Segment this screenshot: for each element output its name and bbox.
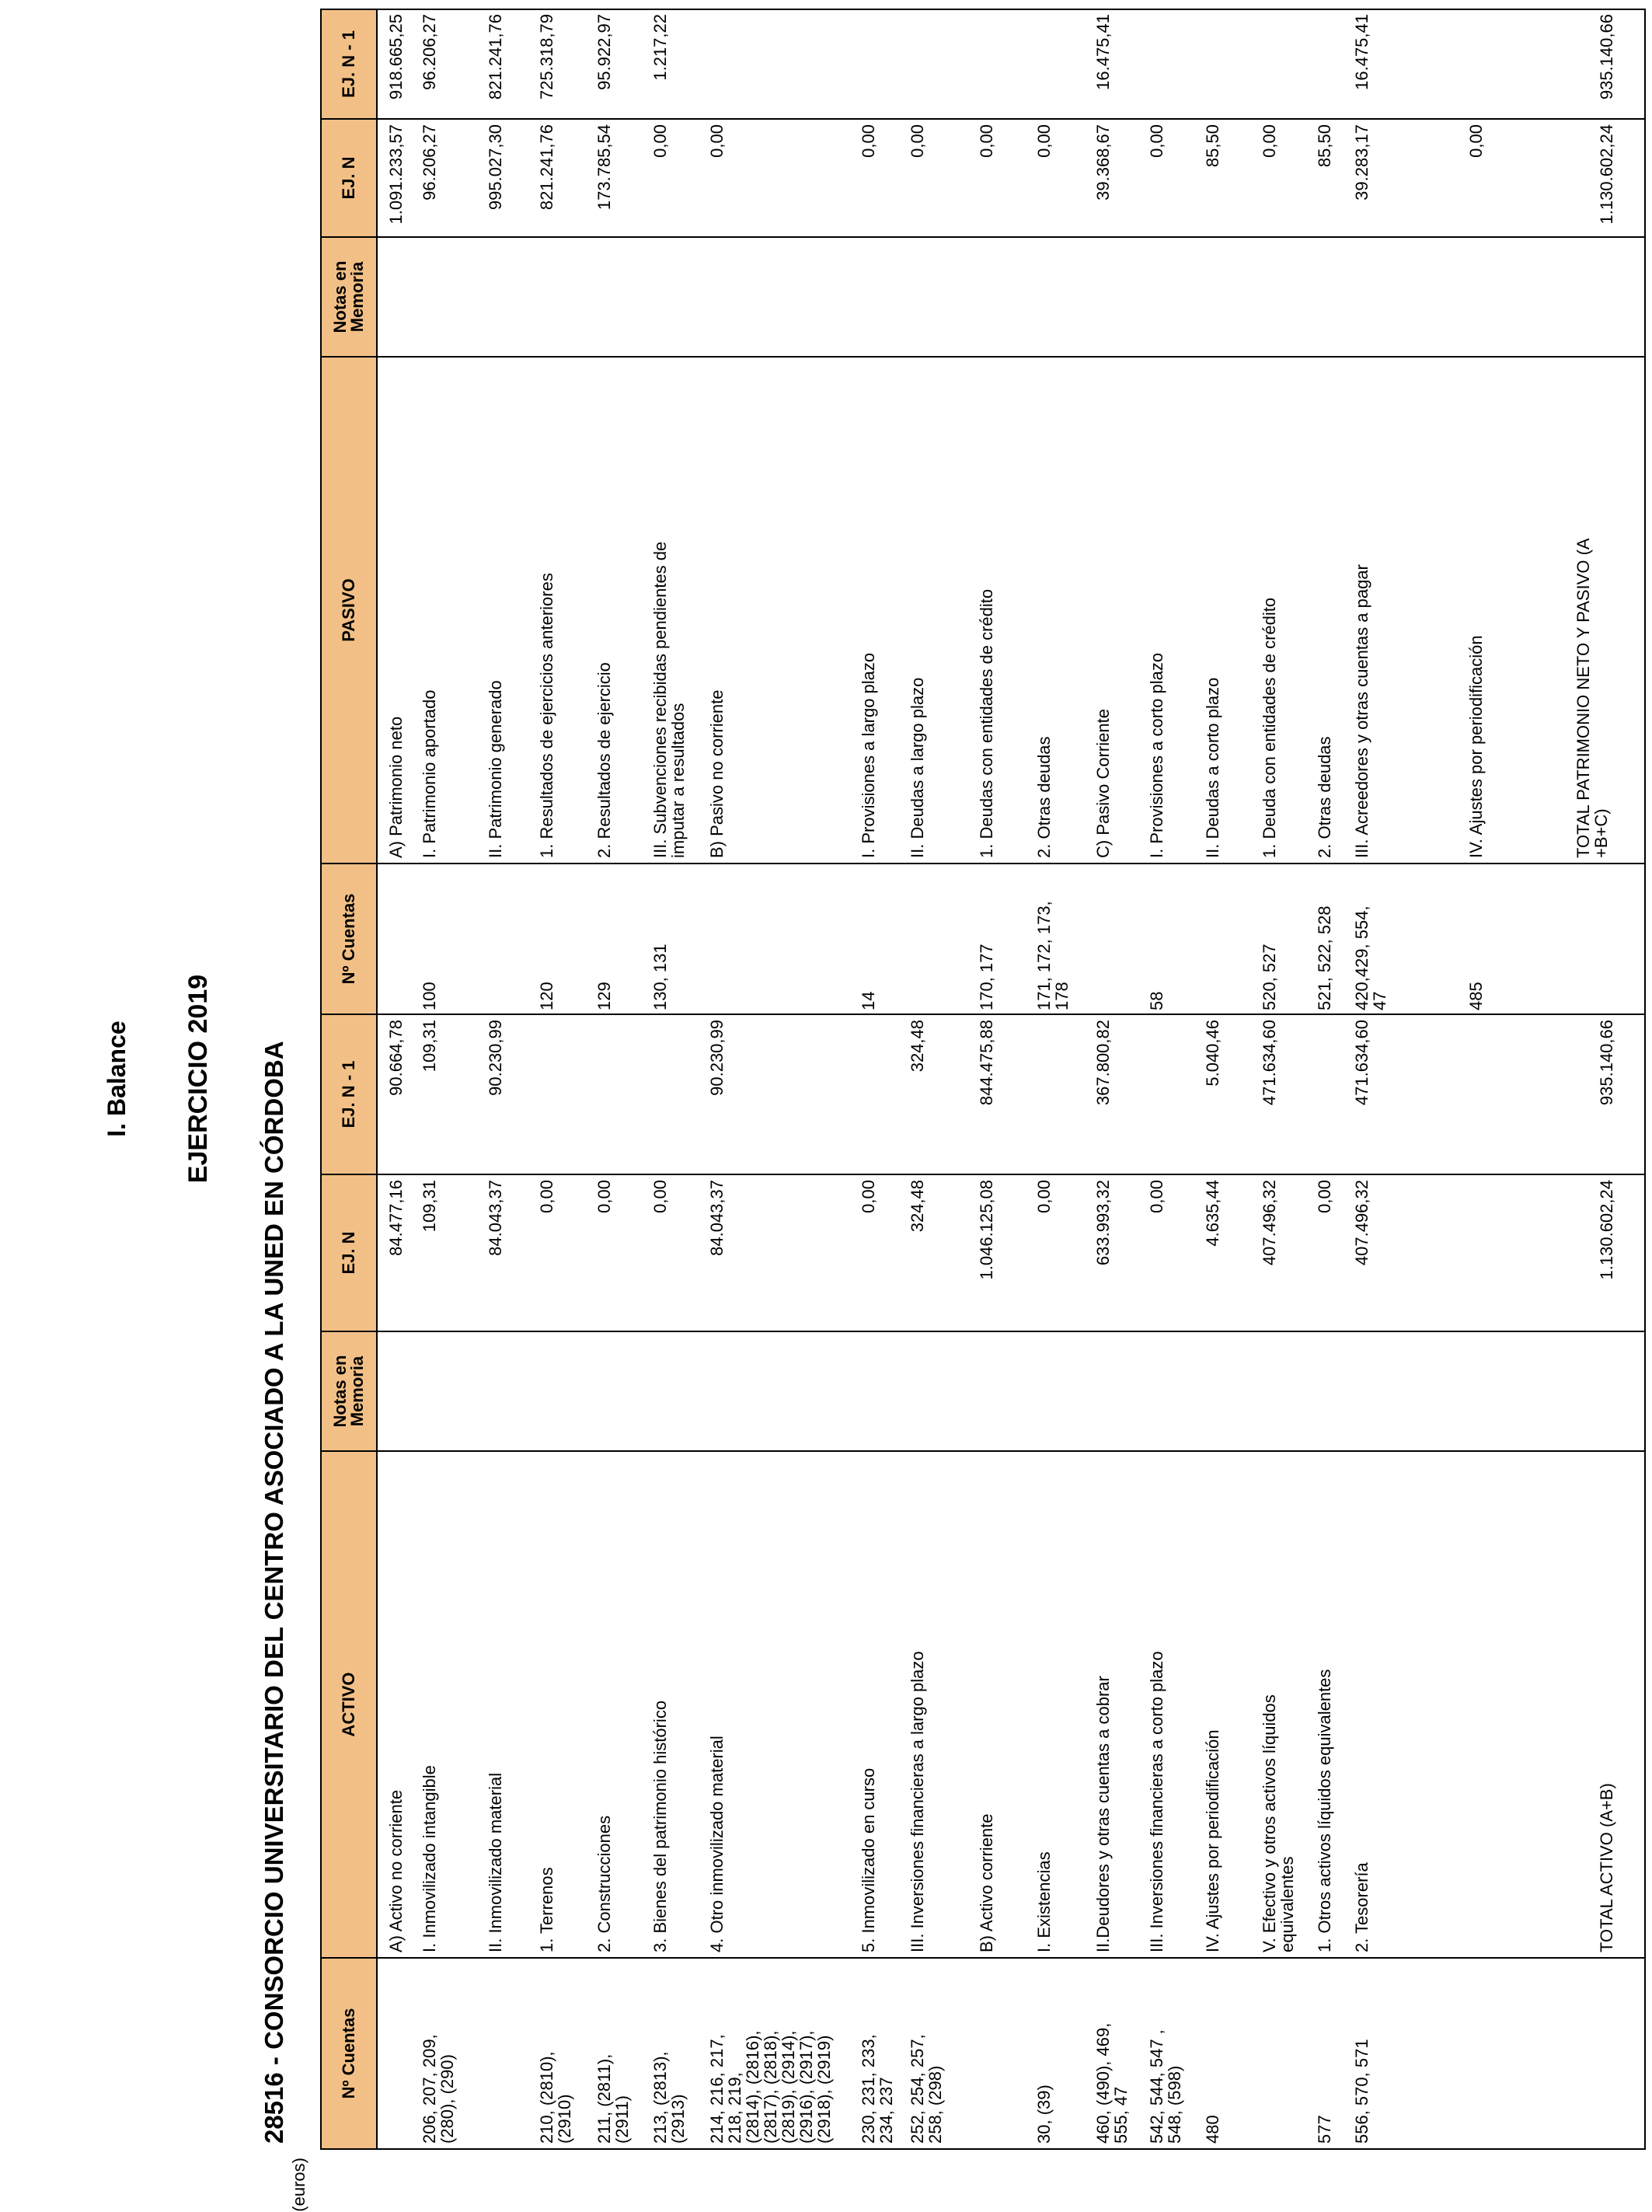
pasivo-ejn: 1.130.602,24	[1597, 124, 1616, 225]
column-divider	[378, 1331, 1644, 1332]
pasivo-label: B) Pasivo no corriente	[707, 689, 727, 858]
activo-ejn1: 935.140,66	[1597, 1020, 1616, 1106]
fiscal-year: EJERCICIO 2019	[183, 974, 213, 1184]
activo-cuentas: 210, (2810), (2910)	[537, 2051, 574, 2144]
column-divider	[378, 1957, 1644, 1959]
pasivo-cuentas: 58	[1147, 991, 1166, 1010]
activo-ejn: 407.496,32	[1260, 1180, 1279, 1266]
activo-label: I. Inmovilizado intangible	[420, 1765, 439, 1952]
pasivo-cuentas: 171, 172, 173, 178	[1034, 901, 1072, 1010]
activo-ejn1: 90.664,78	[386, 1020, 406, 1096]
pasivo-ejn: 995.027,30	[486, 124, 505, 211]
pasivo-ejn: 96.206,27	[420, 124, 439, 201]
activo-ejn: 0,00	[1315, 1180, 1334, 1213]
balance-table	[320, 9, 1646, 2150]
entity-name: 28516 - CONSORCIO UNIVERSITARIO DEL CENTRO ASOCIADO A LA UNED EN CÓRDOBA	[260, 1041, 288, 2144]
pasivo-ejn1: 95.922,97	[594, 14, 614, 90]
activo-cuentas: 252, 254, 257, 258, (298)	[908, 2034, 945, 2144]
activo-ejn1: 844.475,88	[977, 1020, 996, 1106]
pasivo-label: IV. Ajustes por periodificación	[1466, 635, 1486, 858]
pasivo-ejn1: 1.217,22	[650, 14, 670, 81]
pasivo-ejn1: 725.318,79	[537, 14, 556, 100]
activo-cuentas: 480	[1203, 2115, 1222, 2144]
activo-cuentas: 577	[1315, 2115, 1334, 2144]
pasivo-ejn1: 821.241,76	[486, 14, 505, 100]
activo-ejn: 1.046.125,08	[977, 1180, 996, 1280]
pasivo-label: II. Deudas a corto plazo	[1203, 677, 1222, 858]
pasivo-cuentas: 170, 177	[977, 944, 996, 1010]
activo-label: TOTAL ACTIVO (A+B)	[1597, 1783, 1616, 1952]
header-ejn-activo: EJ. N	[322, 1174, 378, 1331]
header-notas-activo: Notas en Memoria	[322, 1331, 378, 1450]
pasivo-ejn: 0,00	[1466, 124, 1486, 158]
pasivo-ejn: 0,00	[977, 124, 996, 158]
activo-label: V. Efectivo y otros activos líquidos equivalentes	[1260, 1694, 1297, 1952]
document-title: I. Balance	[103, 1021, 131, 1137]
column-divider	[378, 1014, 1644, 1015]
activo-ejn: 1.130.602,24	[1597, 1180, 1616, 1280]
activo-label: 5. Inmovilizado en curso	[859, 1767, 878, 1952]
activo-label: II. Inmovilizado material	[486, 1772, 505, 1952]
activo-cuentas: 213, (2813), (2913)	[650, 2051, 688, 2144]
activo-ejn1: 471.634,60	[1260, 1020, 1279, 1106]
activo-label: IV. Ajustes por periodificación	[1203, 1729, 1222, 1952]
pasivo-label: A) Patrimonio neto	[386, 716, 406, 858]
activo-label: B) Activo corriente	[977, 1813, 996, 1952]
activo-label: 1. Otros activos líquidos equivalentes	[1315, 1669, 1334, 1952]
activo-cuentas: 542, 544, 547 , 548, (598)	[1147, 2029, 1184, 2144]
header-ejn1-activo: EJ. N - 1	[322, 1014, 378, 1174]
column-divider	[378, 1174, 1644, 1175]
pasivo-label: II. Deudas a largo plazo	[908, 677, 927, 858]
pasivo-ejn1: 16.475,41	[1352, 14, 1371, 90]
activo-label: 4. Otro inmovilizado material	[707, 1736, 727, 1952]
pasivo-label: III. Acreedores y otras cuentas a pagar	[1352, 564, 1371, 858]
activo-ejn: 84.043,37	[486, 1180, 505, 1256]
pasivo-label: 2. Resultados de ejercicio	[594, 662, 614, 858]
activo-cuentas: 206, 207, 209, (280), (290)	[420, 2034, 457, 2144]
pasivo-label: TOTAL PATRIMONIO NETO Y PASIVO (A +B+C)	[1574, 538, 1611, 858]
pasivo-label: I. Provisiones a largo plazo	[859, 652, 878, 858]
activo-label: I. Existencias	[1034, 1851, 1054, 1952]
pasivo-label: 1. Deuda con entidades de crédito	[1260, 597, 1279, 858]
pasivo-cuentas: 100	[420, 982, 439, 1010]
activo-ejn1: 471.634,60	[1352, 1020, 1371, 1106]
activo-ejn: 84.477,16	[386, 1180, 406, 1256]
activo-ejn: 0,00	[650, 1180, 670, 1213]
activo-label: II.Deudores y otras cuentas a cobrar	[1093, 1676, 1113, 1952]
activo-ejn: 84.043,37	[707, 1180, 727, 1256]
pasivo-cuentas: 130, 131	[650, 944, 670, 1010]
activo-ejn: 0,00	[1147, 1180, 1166, 1213]
activo-cuentas: 556, 570, 571	[1352, 2039, 1371, 2144]
column-divider	[378, 236, 1644, 238]
pasivo-cuentas: 485	[1466, 982, 1486, 1010]
activo-ejn1: 324,48	[908, 1020, 927, 1073]
activo-ejn: 4.635,44	[1203, 1180, 1222, 1247]
pasivo-label: C) Pasivo Corriente	[1093, 709, 1113, 858]
header-activo: ACTIVO	[322, 1450, 378, 1957]
pasivo-ejn: 173.785,54	[594, 124, 614, 211]
pasivo-ejn: 0,00	[1260, 124, 1279, 158]
column-divider	[378, 863, 1644, 864]
pasivo-ejn: 85,50	[1315, 124, 1334, 168]
activo-ejn1: 5.040,46	[1203, 1020, 1222, 1087]
header-ejn1-pasivo: EJ. N - 1	[322, 10, 378, 118]
pasivo-ejn: 0,00	[908, 124, 927, 158]
activo-cuentas: 211, (2811), (2911)	[594, 2053, 632, 2144]
pasivo-ejn: 85,50	[1203, 124, 1222, 168]
header-pasivo: PASIVO	[322, 356, 378, 863]
pasivo-cuentas: 521, 522, 528	[1315, 905, 1334, 1010]
pasivo-cuentas: 14	[859, 991, 878, 1010]
header-ejn-pasivo: EJ. N	[322, 118, 378, 236]
activo-cuentas: 30, (39)	[1034, 2085, 1054, 2144]
activo-ejn1: 90.230,99	[707, 1020, 727, 1096]
pasivo-label: 1. Resultados de ejercicios anteriores	[537, 573, 556, 858]
pasivo-label: 2. Otras deudas	[1034, 736, 1054, 858]
pasivo-ejn: 821.241,76	[537, 124, 556, 211]
activo-label: 3. Bienes del patrimonio histórico	[650, 1700, 670, 1952]
activo-cuentas: 460, (490), 469, 555, 47	[1093, 2022, 1131, 2144]
activo-ejn: 0,00	[537, 1180, 556, 1213]
pasivo-ejn: 1.091.233,57	[386, 124, 406, 225]
pasivo-ejn: 0,00	[1034, 124, 1054, 158]
activo-ejn: 0,00	[594, 1180, 614, 1213]
pasivo-ejn: 0,00	[707, 124, 727, 158]
activo-label: III. Inversiones financieras a largo plazo	[908, 1651, 927, 1952]
pasivo-label: 1. Deudas con entidades de crédito	[977, 588, 996, 858]
column-divider	[378, 1450, 1644, 1452]
activo-ejn: 0,00	[859, 1180, 878, 1213]
header-notas-pasivo: Notas en Memoria	[322, 236, 378, 356]
pasivo-ejn: 39.283,17	[1352, 124, 1371, 201]
column-divider	[378, 118, 1644, 120]
activo-ejn: 324,48	[908, 1180, 927, 1233]
pasivo-ejn1: 16.475,41	[1093, 14, 1113, 90]
activo-label: A) Activo no corriente	[386, 1789, 406, 1952]
pasivo-ejn: 39.368,67	[1093, 124, 1113, 201]
pasivo-label: I. Patrimonio aportado	[420, 689, 439, 858]
activo-label: III. Inversiones financieras a corto plazo	[1147, 1651, 1166, 1952]
pasivo-label: I. Provisiones a corto plazo	[1147, 652, 1166, 858]
pasivo-label: III. Subvenciones recibidas pendientes de imputar a resultados	[650, 541, 688, 858]
activo-ejn1: 367.800,82	[1093, 1020, 1113, 1106]
activo-ejn: 407.496,32	[1352, 1180, 1371, 1266]
activo-ejn: 633.993,32	[1093, 1180, 1113, 1266]
activo-cuentas: 230, 231, 233, 234, 237	[859, 2034, 896, 2144]
pasivo-ejn: 0,00	[1147, 124, 1166, 158]
activo-label: 2. Tesorería	[1352, 1862, 1371, 1952]
activo-ejn1: 90.230,99	[486, 1020, 505, 1096]
activo-cuentas: 214, 216, 217, 218, 219, (2814), (2816), (2817), (2818), (2819), (2914), (2916), (2917), (2918), (2919)	[707, 2030, 834, 2144]
pasivo-ejn1: 935.140,66	[1597, 14, 1616, 100]
activo-ejn: 109,31	[420, 1180, 439, 1233]
pasivo-ejn1: 96.206,27	[420, 14, 439, 90]
pasivo-ejn: 0,00	[859, 124, 878, 158]
header-cuentas-pasivo: Nº Cuentas	[322, 863, 378, 1014]
pasivo-ejn1: 918.665,25	[386, 14, 406, 100]
pasivo-ejn: 0,00	[650, 124, 670, 158]
header-cuentas-activo: Nº Cuentas	[322, 1957, 378, 2148]
activo-label: 2. Construcciones	[594, 1815, 614, 1952]
pasivo-label: 2. Otras deudas	[1315, 736, 1334, 858]
pasivo-cuentas: 520, 527	[1260, 944, 1279, 1010]
pasivo-cuentas: 129	[594, 982, 614, 1010]
pasivo-label: II. Patrimonio generado	[486, 680, 505, 858]
column-divider	[378, 356, 1644, 358]
currency-unit: (euros)	[289, 2158, 308, 2212]
activo-label: 1. Terrenos	[537, 1867, 556, 1952]
activo-ejn: 0,00	[1034, 1180, 1054, 1213]
pasivo-cuentas: 420,429, 554, 47	[1352, 905, 1389, 1010]
pasivo-cuentas: 120	[537, 982, 556, 1010]
activo-ejn1: 109,31	[420, 1020, 439, 1073]
